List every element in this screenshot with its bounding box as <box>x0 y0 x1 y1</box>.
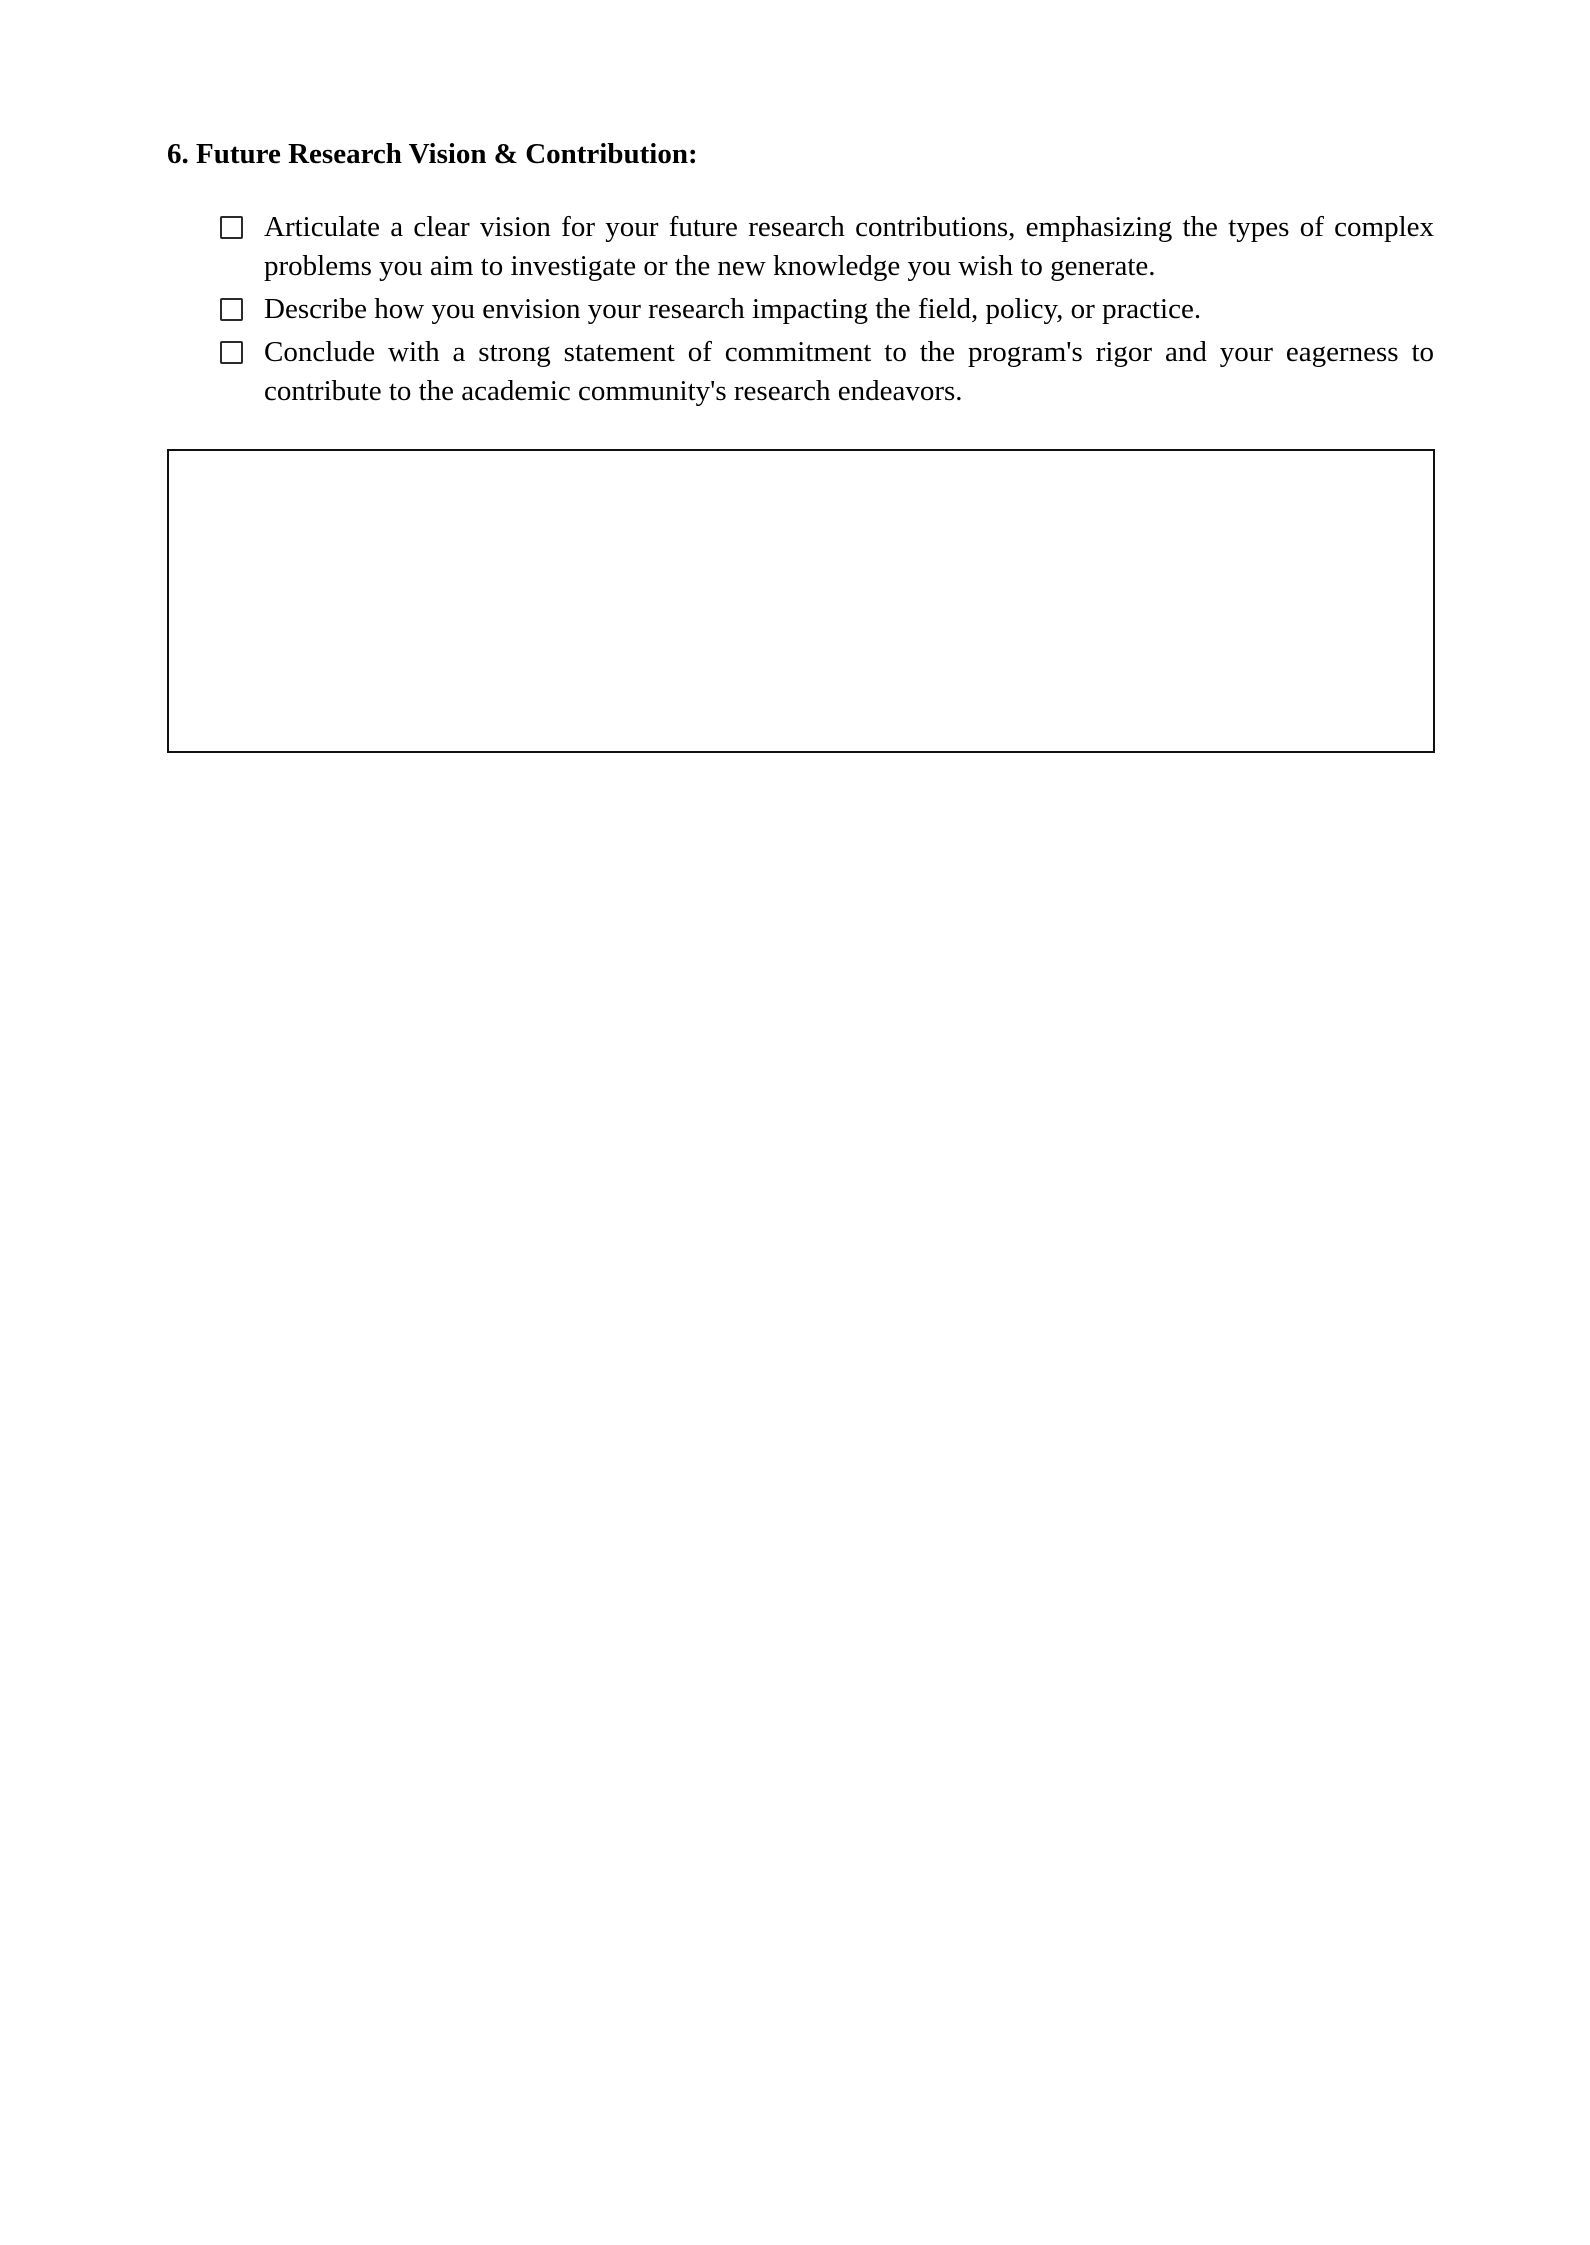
checklist-item <box>218 333 1434 411</box>
requirements-checklist <box>218 208 1434 415</box>
checkbox-icon[interactable] <box>220 298 243 321</box>
section-heading: 6. Future Research Vision & Contribution: <box>167 138 698 170</box>
checkbox-icon[interactable] <box>220 216 243 239</box>
checklist-item-text: Conclude with a strong statement of commitment to the program's rigor and your eagerness to contribute to the academic community's research endeavors. <box>264 336 1434 407</box>
response-text-box[interactable] <box>167 449 1435 753</box>
checkbox-icon[interactable] <box>220 341 243 364</box>
checklist-item-text: Articulate a clear vision for your future research contributions, emphasizing the types of complex problems you aim to investigate or the new knowledge you wish to generate. <box>264 211 1434 282</box>
checklist-item <box>218 290 1434 329</box>
checklist-item-text: Describe how you envision your research impacting the field, policy, or practice. <box>264 293 1202 325</box>
checklist-item <box>218 208 1434 286</box>
